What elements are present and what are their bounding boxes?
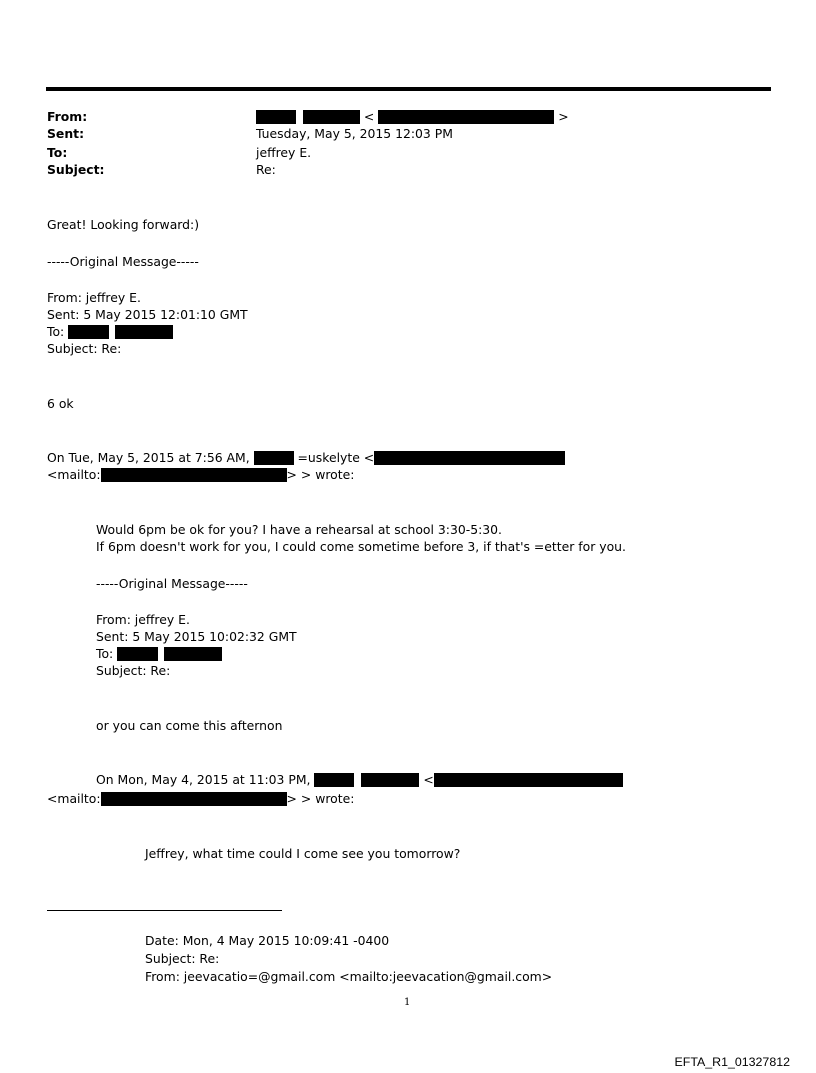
redaction-bar — [68, 325, 109, 339]
header-rule — [46, 87, 771, 91]
redaction-bar — [361, 773, 419, 787]
footer-line: From: jeevacatio=@gmail.com <mailto:jeevacation@gmail.com> — [145, 969, 553, 984]
wrote-text: > > wrote: — [286, 467, 355, 482]
sent-value: Tuesday, May 5, 2015 12:03 PM — [256, 126, 453, 141]
quote-line — [96, 772, 623, 787]
redaction-bar — [314, 773, 354, 787]
quote-line: or you can come this afternon — [96, 718, 283, 733]
bates-number: EFTA_R1_01327812 — [674, 1055, 790, 1069]
quote-line: From: jeffrey E. — [96, 612, 190, 627]
from-label: From: — [47, 109, 88, 124]
body-line: Sent: 5 May 2015 12:01:10 GMT — [47, 307, 248, 322]
to-value: jeffrey E. — [256, 145, 312, 160]
mailto-text: <mailto: — [47, 791, 101, 806]
subject-label: Subject: — [47, 162, 105, 177]
body-line — [47, 324, 173, 339]
redaction-bar — [378, 110, 554, 124]
to-label: To: — [47, 145, 68, 160]
body-line: Subject: Re: — [47, 341, 122, 356]
page-number: 1 — [404, 997, 411, 1008]
mailto-text: <mailto: — [47, 467, 101, 482]
body-line: 6 ok — [47, 396, 74, 411]
body-line — [47, 467, 354, 482]
redaction-bar — [434, 773, 623, 787]
redaction-bar — [303, 110, 360, 124]
quote-line: Subject: Re: — [96, 663, 171, 678]
redaction-bar — [115, 325, 173, 339]
on-text: On Mon, May 4, 2015 at 11:03 PM, — [96, 772, 311, 787]
quote-line: Jeffrey, what time could I come see you tomorrow? — [145, 846, 461, 861]
body-line: From: jeffrey E. — [47, 290, 141, 305]
wrote-text: > > wrote: — [286, 791, 355, 806]
redaction-bar — [256, 110, 296, 124]
redaction-bar — [254, 451, 294, 465]
from-gt: > — [558, 109, 569, 124]
redaction-bar — [101, 468, 287, 482]
to-text: To: — [47, 324, 65, 339]
redaction-bar — [117, 647, 158, 661]
footer-line: Date: Mon, 4 May 2015 10:09:41 -0400 — [145, 933, 390, 948]
quote-line: If 6pm doesn't work for you, I could come sometime before 3, if that's =etter for you. — [96, 539, 626, 554]
redaction-bar — [374, 451, 565, 465]
quote-line — [96, 646, 222, 661]
footnote-rule — [47, 910, 282, 911]
redaction-bar — [164, 647, 222, 661]
sent-label: Sent: — [47, 126, 85, 141]
original-message-divider: -----Original Message----- — [96, 576, 248, 591]
on-text: =uskelyte < — [297, 450, 375, 465]
from-value — [256, 109, 569, 124]
redaction-bar — [101, 792, 287, 806]
body-line — [47, 450, 565, 465]
body-line: Great! Looking forward:) — [47, 217, 200, 232]
footer-line: Subject: Re: — [145, 951, 220, 966]
original-message-divider: -----Original Message----- — [47, 254, 199, 269]
subject-value: Re: — [256, 162, 276, 177]
quote-line: Would 6pm be ok for you? I have a rehearsal at school 3:30-5:30. — [96, 522, 502, 537]
quote-line — [47, 791, 354, 806]
on-text: < — [423, 772, 434, 787]
quote-line: Sent: 5 May 2015 10:02:32 GMT — [96, 629, 297, 644]
on-text: On Tue, May 5, 2015 at 7:56 AM, — [47, 450, 250, 465]
from-lt: < — [363, 109, 375, 124]
to-text: To: — [96, 646, 114, 661]
